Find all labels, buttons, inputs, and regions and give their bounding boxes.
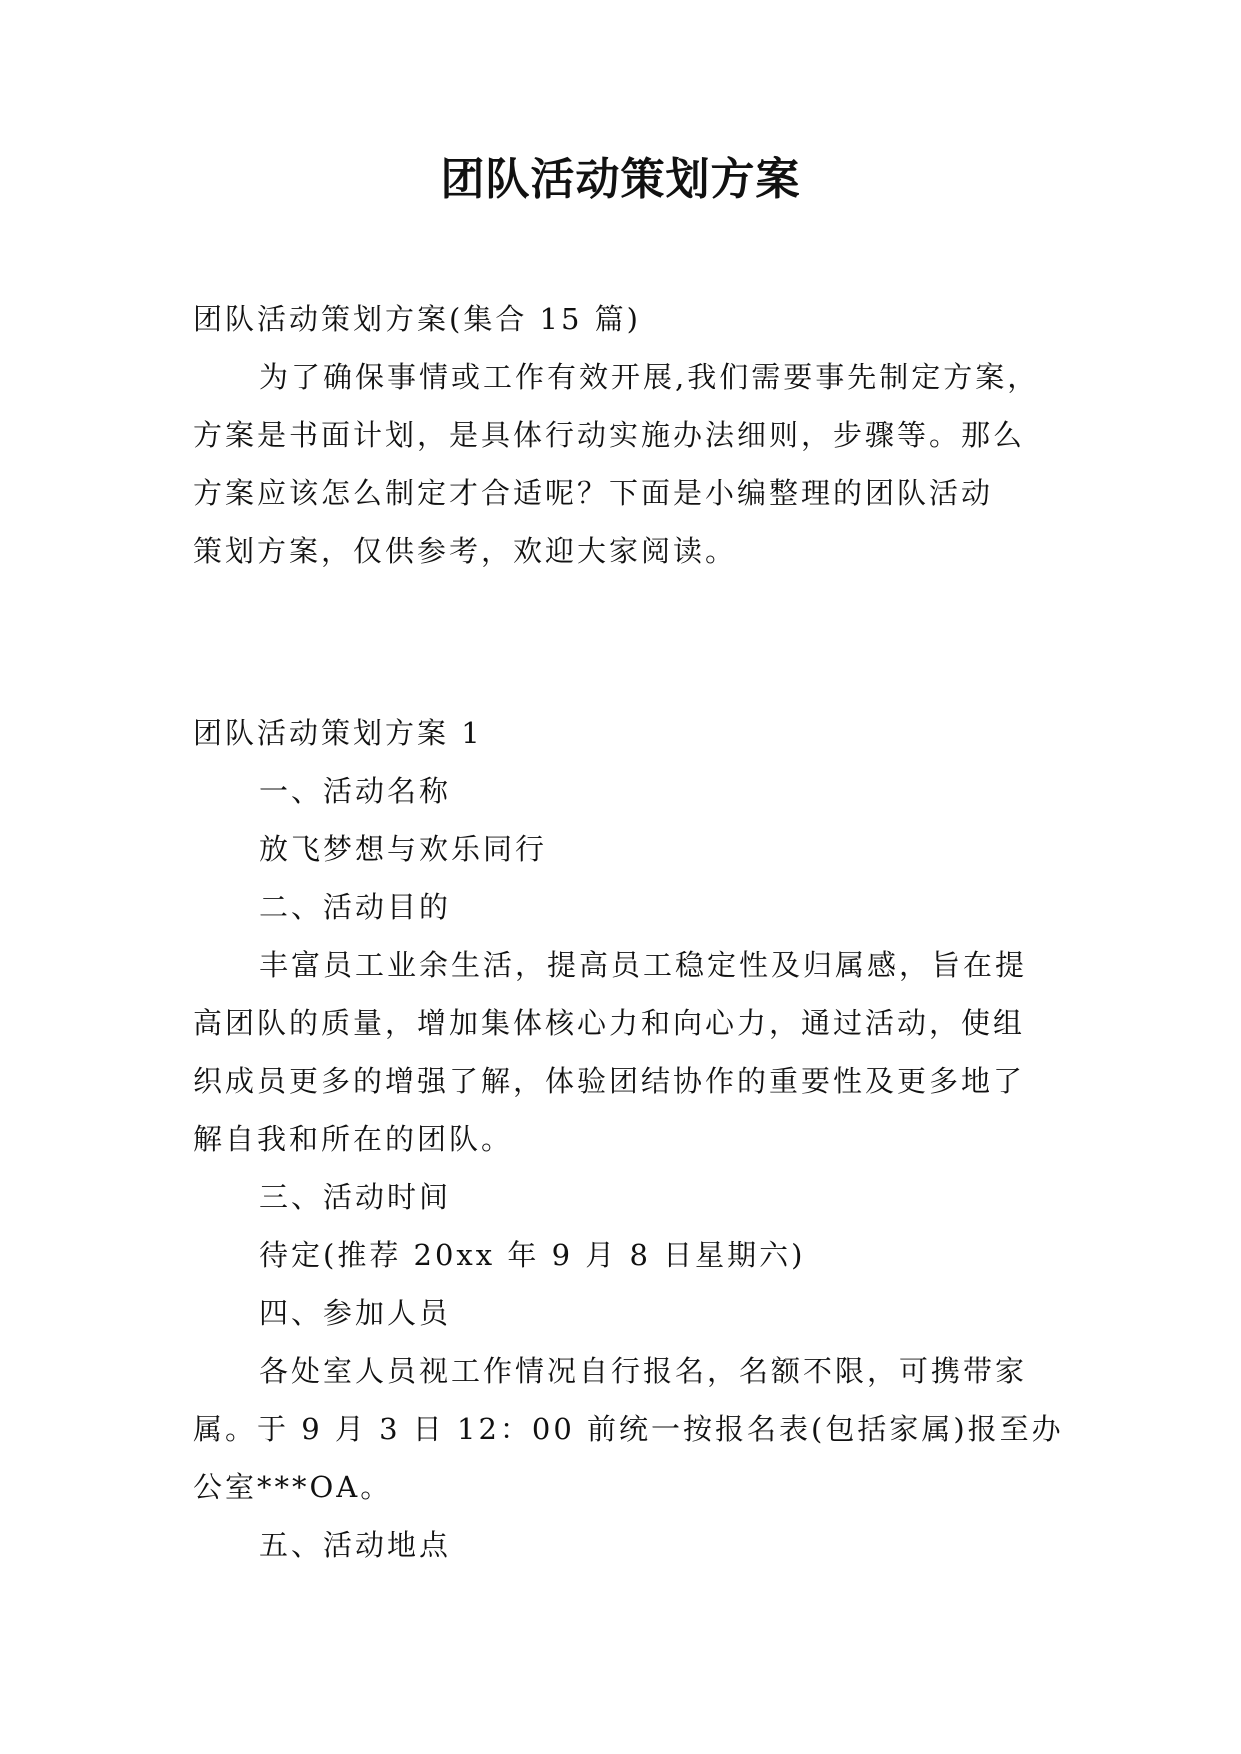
heading-activity-name: 一、活动名称 <box>259 774 452 808</box>
heading-participants: 四、参加人员 <box>259 1296 452 1330</box>
heading-activity-location: 五、活动地点 <box>259 1528 452 1562</box>
collection-title: 团队活动策划方案(集合 15 篇) <box>193 302 641 336</box>
paragraph-line: 公室***OA。 <box>193 1470 393 1504</box>
heading-activity-purpose: 二、活动目的 <box>259 890 452 924</box>
paragraph-line: 丰富员工业余生活，提高员工稳定性及归属感，旨在提 <box>259 948 1028 982</box>
paragraph-line: 织成员更多的增强了解，体验团结协作的重要性及更多地了 <box>193 1064 1026 1098</box>
paragraph-line: 待定(推荐 20xx 年 9 月 8 日星期六) <box>259 1238 806 1272</box>
intro-line: 策划方案，仅供参考，欢迎大家阅读。 <box>193 534 738 568</box>
paragraph-line: 高团队的质量，增加集体核心力和向心力，通过活动，使组 <box>193 1006 1026 1040</box>
intro-block <box>193 290 1058 580</box>
paragraph-line: 属。于 9 月 3 日 12：00 前统一按报名表(包括家属)报至办 <box>193 1412 1064 1446</box>
section-1 <box>193 704 1064 1574</box>
section-title: 团队活动策划方案 1 <box>193 716 483 750</box>
intro-line: 方案应该怎么制定才合适呢？下面是小编整理的团队活动 <box>193 476 994 510</box>
paragraph-line: 各处室人员视工作情况自行报名，名额不限，可携带家 <box>259 1354 1028 1388</box>
intro-line: 方案是书面计划，是具体行动实施办法细则，步骤等。那么 <box>193 418 1026 452</box>
document-title: 团队活动策划方案 <box>440 154 801 205</box>
paragraph-line: 解自我和所在的团队。 <box>193 1122 514 1156</box>
intro-line: 为了确保事情或工作有效开展,我们需要事先制定方案， <box>259 360 1040 394</box>
paragraph-line: 放飞梦想与欢乐同行 <box>259 832 548 866</box>
heading-activity-time: 三、活动时间 <box>259 1180 452 1214</box>
